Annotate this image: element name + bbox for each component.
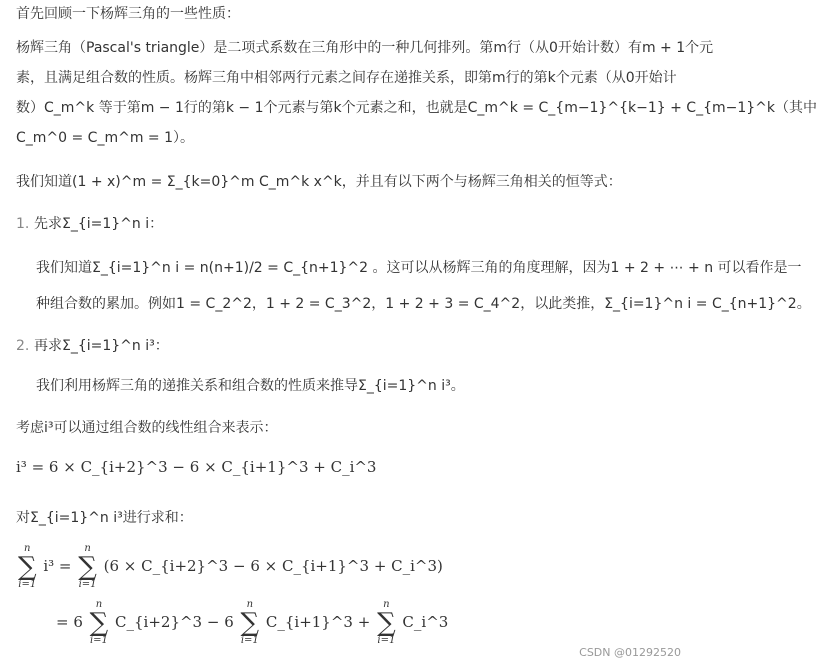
equation-2	[16, 544, 443, 590]
equation-3-part-c: C_{i+1}^3 +	[265, 613, 371, 631]
equation-1: i³ = 6 × C_{i+2}^3 − 6 × C_{i+1}^3 + C_i^3	[16, 458, 377, 476]
equation-3	[56, 600, 448, 646]
para4-text: 对Σ_{i=1}^n i³进行求和：	[16, 510, 193, 526]
list-item-1-title	[16, 214, 163, 234]
list-item-1-body-line1: 我们知道Σ_{i=1}^n i = n(n+1)/2 = C_{n+1}^2 。这可以从杨辉三角的角度理解，因为1 + 2 + ⋯ + n 可以看作是一	[36, 260, 802, 276]
sum-operator: n ∑ i=1	[18, 543, 37, 590]
list-number: 2.	[16, 338, 30, 354]
list-item-title: 先求Σ_{i=1}^n i：	[34, 216, 164, 232]
para1-line4: C_m^0 = C_m^m = 1）。	[16, 130, 195, 146]
intro-text: 首先回顾一下杨辉三角的一些性质：	[16, 6, 240, 22]
equation-2-lhs: i³ =	[43, 557, 72, 575]
watermark: CSDN @01292520	[579, 646, 681, 659]
list-item-1-body-line2: 种组合数的累加。例如1 = C_2^2，1 + 2 = C_3^2，1 + 2 + 3 = C_4^2，以此类推，Σ_{i=1}^n i = C_{n+1}^2。	[36, 296, 811, 312]
para3-text: 考虑i³可以通过组合数的线性组合来表示：	[16, 420, 278, 436]
equation-3-part-d: C_i^3	[402, 613, 449, 631]
sum-operator: n ∑ i=1	[78, 543, 97, 590]
para1-line3: 数）C_m^k 等于第m − 1行的第k − 1个元素与第k个元素之和，也就是C_m^k = C_{m−1}^{k−1} + C_{m−1}^k（其中	[16, 100, 817, 116]
sum-operator: n ∑ i=1	[89, 599, 109, 646]
para1-line1: 杨辉三角（Pascal's triangle）是二项式系数在三角形中的一种几何排列。第m行（从0开始计数）有m + 1个元	[16, 40, 714, 56]
para2-text: 我们知道(1 + x)^m = Σ_{k=0}^m C_m^k x^k，并且有以下两个与杨辉三角相关的恒等式：	[16, 174, 622, 190]
equation-3-part-a: = 6	[56, 613, 83, 631]
sum-operator: n ∑ i=1	[240, 599, 260, 646]
list-item-title: 再求Σ_{i=1}^n i³：	[34, 338, 169, 354]
list-item-2-body-line1: 我们利用杨辉三角的递推关系和组合数的性质来推导Σ_{i=1}^n i³。	[36, 378, 465, 394]
sum-operator: n ∑ i=1	[377, 599, 396, 646]
list-item-2-title	[16, 336, 169, 356]
equation-3-part-b: C_{i+2}^3 − 6	[115, 613, 234, 631]
list-number: 1.	[16, 216, 30, 232]
equation-2-rhs: (6 × C_{i+2}^3 − 6 × C_{i+1}^3 + C_i^3)	[103, 557, 443, 575]
para1-line2: 素，且满足组合数的性质。杨辉三角中相邻两行元素之间存在递推关系，即第m行的第k个元素（从0开始计	[16, 70, 677, 86]
